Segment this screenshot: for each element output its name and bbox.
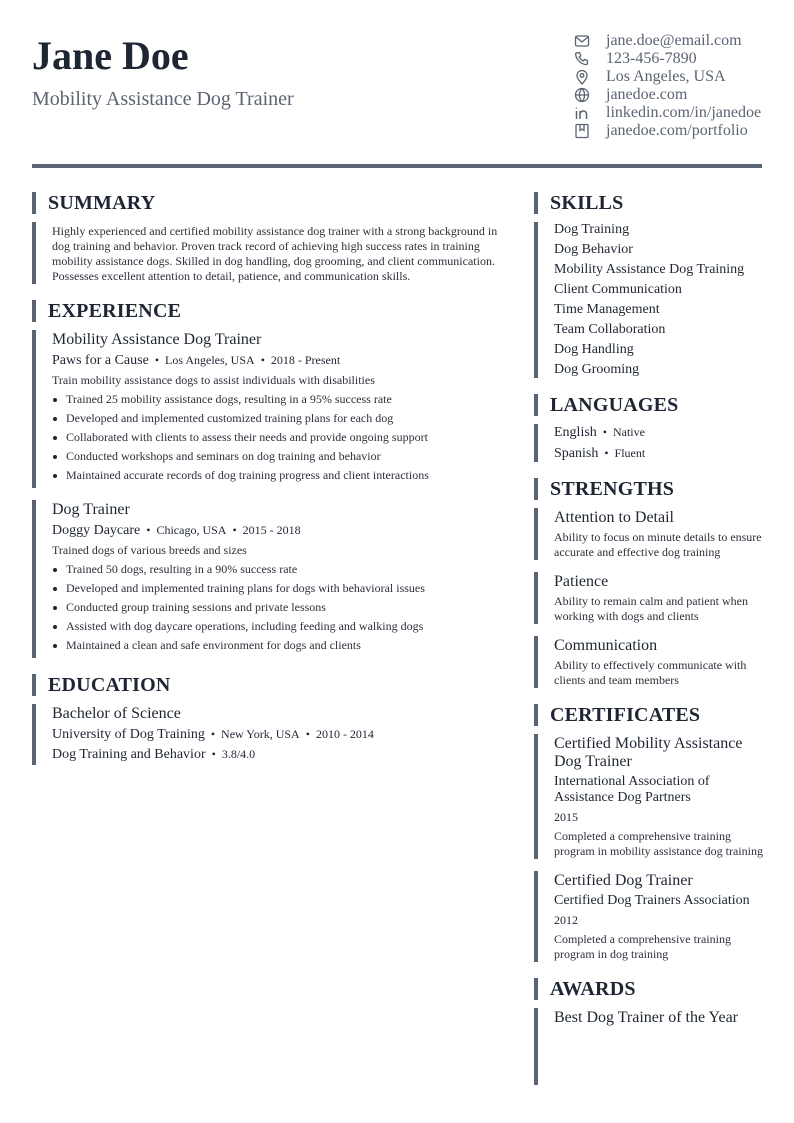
awards-heading: AWARDS [534, 978, 764, 1000]
education-field: Dog Training and Behavior [52, 747, 206, 762]
education-gpa: 3.8/4.0 [221, 747, 256, 761]
experience-bullets [52, 392, 512, 483]
experience-bullets [52, 562, 512, 653]
experience-bullet: Maintained accurate records of dog training progress and client interactions [52, 468, 512, 483]
certificate-organization: International Association of Assistance Dog Partners [554, 774, 710, 805]
education-field-row: Dog Training and Behavior • 3.8/4.0 [52, 747, 256, 762]
experience-description: Train mobility assistance dogs to assist individuals with disabilities [52, 373, 375, 387]
skills-block [534, 222, 764, 378]
contact-phone-text: 123-456-7890 [606, 50, 697, 67]
experience-location: Chicago, USA [156, 523, 227, 537]
experience-company: Doggy Daycare [52, 523, 141, 538]
language-name: English [554, 425, 597, 440]
skill-item: Dog Behavior [554, 242, 633, 257]
experience-heading: EXPERIENCE [32, 300, 512, 322]
experience-dates: 2018 - Present [270, 353, 341, 367]
education-location: New York, USA [221, 727, 300, 741]
location-icon [574, 69, 590, 85]
strength-title: Communication [554, 637, 658, 654]
experience-bullet: Conducted workshops and seminars on dog training and behavior [52, 449, 512, 464]
globe-icon [574, 87, 590, 103]
contact-list [574, 32, 774, 140]
experience-company: Paws for a Cause [52, 353, 149, 368]
education-degree: Bachelor of Science [52, 705, 181, 722]
certificate-item [534, 734, 764, 859]
contact-phone[interactable] [574, 50, 774, 68]
certificate-title: Certified Mobility Assistance Dog Trainer [554, 735, 743, 770]
skill-item: Client Communication [554, 282, 682, 297]
experience-item [32, 500, 512, 658]
language-item: Spanish • Fluent [554, 446, 646, 461]
certificate-year: 2015 [554, 810, 578, 824]
education-meta: University of Dog Training • New York, USA • 2010 - 2014 [52, 727, 374, 742]
contact-website-text: janedoe.com [606, 86, 688, 103]
skill-item: Mobility Assistance Dog Training [554, 262, 745, 277]
skill-item: Dog Training [554, 222, 630, 237]
education-heading: EDUCATION [32, 674, 512, 696]
contact-email[interactable] [574, 32, 774, 50]
strength-title: Patience [554, 573, 609, 590]
contact-email-text: jane.doe@email.com [606, 32, 742, 49]
experience-bullet: Developed and implemented training plans for dogs with behavioral issues [52, 581, 512, 596]
experience-bullet: Assisted with dog daycare operations, including feeding and walking dogs [52, 619, 512, 634]
strength-item [534, 636, 764, 688]
summary-text: Highly experienced and certified mobility assistance dog trainer with a strong background in dog training and behavior. Proven track record of achieving high success rates in training mobility assistance dogs. Skilled in dog handling, dog grooming, and client communication. Possesses excellent attention to detail, patience, and communication skills. [52, 224, 498, 283]
certificate-title: Certified Dog Trainer [554, 872, 693, 889]
strength-item [534, 572, 764, 624]
skill-item: Time Management [554, 302, 660, 317]
strengths-heading: STRENGTHS [534, 478, 764, 500]
contact-linkedin-text: linkedin.com/in/janedoe [606, 104, 762, 121]
contact-portfolio-text: janedoe.com/portfolio [606, 122, 748, 139]
summary-block [32, 222, 512, 284]
experience-bullet: Trained 25 mobility assistance dogs, resulting in a 95% success rate [52, 392, 512, 407]
right-column [534, 192, 764, 1085]
certificates-heading: CERTIFICATES [534, 704, 764, 726]
skill-item: Team Collaboration [554, 322, 666, 337]
linkedin-icon [574, 105, 590, 121]
contact-location-text: Los Angeles, USA [606, 68, 726, 85]
strength-item [534, 508, 764, 560]
experience-dates: 2015 - 2018 [242, 523, 301, 537]
education-school: University of Dog Training [52, 727, 205, 742]
experience-bullet: Maintained a clean and safe environment for dogs and clients [52, 638, 512, 653]
contact-linkedin[interactable] [574, 104, 774, 122]
certificate-organization: Certified Dog Trainers Association [554, 893, 750, 908]
language-level: Native [612, 425, 645, 439]
skill-item: Dog Handling [554, 342, 634, 357]
strength-description: Ability to remain calm and patient when working with dogs and clients [554, 594, 748, 623]
experience-title: Dog Trainer [52, 501, 130, 518]
language-name: Spanish [554, 446, 599, 461]
strength-title: Attention to Detail [554, 509, 674, 526]
experience-meta: Doggy Daycare • Chicago, USA • 2015 - 2018 [52, 523, 301, 538]
candidate-name: Jane Doe [32, 33, 189, 78]
left-column [32, 192, 512, 765]
experience-description: Trained dogs of various breeds and sizes [52, 543, 247, 557]
contact-portfolio[interactable] [574, 122, 774, 140]
experience-bullet: Developed and implemented customized training plans for each dog [52, 411, 512, 426]
languages-block [534, 424, 764, 462]
experience-item [32, 330, 512, 488]
award-title: Best Dog Trainer of the Year [554, 1009, 738, 1026]
strength-description: Ability to focus on minute details to ensure accurate and effective dog training [554, 530, 762, 559]
contact-website[interactable] [574, 86, 774, 104]
skills-heading: SKILLS [534, 192, 764, 214]
phone-icon [574, 51, 590, 67]
contact-location [574, 68, 774, 86]
mail-icon [574, 33, 590, 49]
experience-bullet: Collaborated with clients to assess their needs and provide ongoing support [52, 430, 512, 445]
education-item [32, 704, 512, 765]
strength-description: Ability to effectively communicate with clients and team members [554, 658, 747, 687]
education-dates: 2010 - 2014 [315, 727, 374, 741]
certificate-description: Completed a comprehensive training program in mobility assistance dog training [554, 829, 763, 858]
summary-heading: SUMMARY [32, 192, 512, 214]
experience-bullet: Conducted group training sessions and private lessons [52, 600, 512, 615]
language-level: Fluent [614, 446, 646, 460]
skill-item: Dog Grooming [554, 362, 640, 377]
experience-meta: Paws for a Cause • Los Angeles, USA • 2018 - Present [52, 353, 341, 368]
languages-heading: LANGUAGES [534, 394, 764, 416]
header-divider [32, 164, 762, 168]
experience-location: Los Angeles, USA [165, 353, 255, 367]
experience-title: Mobility Assistance Dog Trainer [52, 331, 262, 348]
bookmark-icon [574, 123, 590, 139]
certificate-item [534, 871, 764, 962]
certificate-year: 2012 [554, 913, 578, 927]
language-item: English • Native [554, 425, 645, 440]
certificate-description: Completed a comprehensive training program in dog training [554, 932, 731, 961]
job-title: Mobility Assistance Dog Trainer [32, 88, 294, 110]
award-item [534, 1008, 764, 1085]
experience-bullet: Trained 50 dogs, resulting in a 90% success rate [52, 562, 512, 577]
